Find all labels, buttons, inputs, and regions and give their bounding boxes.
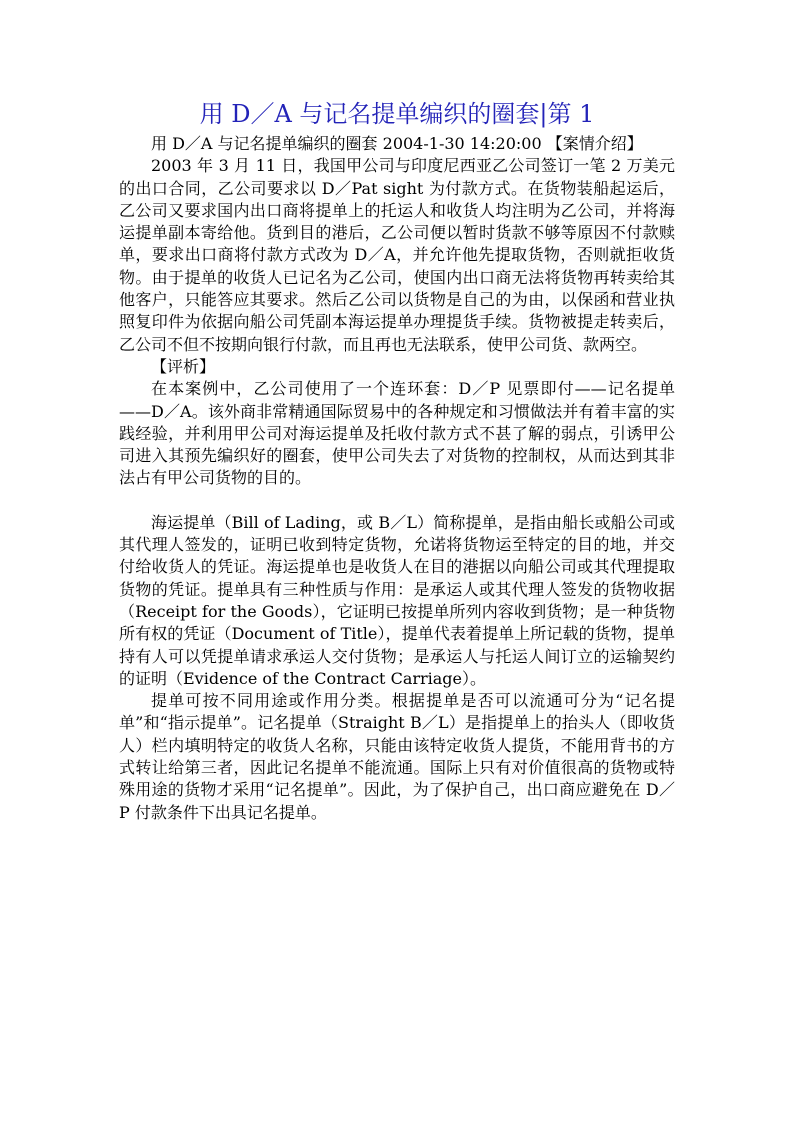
case-introduction-paragraph: 2003 年 3 月 11 日，我国甲公司与印度尼西亚乙公司签订一笔 2 万美元的出口合同，乙公司要求以 D／Pat sight 为付款方式。在货物装船起运后，乙公司又要求国内出口商将提单上的托运人和收货人均注明为乙公司，并将海运提单副本寄给他。货到目的港后，乙公司便以暂时货款不够等原因不付款赎单，要求出口商将付款方式改为 D／A，并允许他先提取货物，否则就拒收货物。由于提单的收货人已记名为乙公司，使国内出口商无法将货物再转卖给其他客户，只能答应其要求。然后乙公司以货物是自己的为由，以保函和营业执照复印件为依据向船公司凭副本海运提单办理提货手续。货物被提走转卖后，乙公司不但不按期向银行付款，而且再也无法联系，使甲公司货、款两空。 — [119, 156, 675, 354]
bill-of-lading-paragraph: 海运提单（Bill of Lading，或 B／L）简称提单，是指由船长或船公司或其代理人签发的，证明已收到特定货物，允诺将货物运至特定的目的地，并交付给收货人的凭证。海运提单也是收货人在目的港据以向船公司或其代理提取货物的凭证。提单具有三种性质与作用：是承运人或其代理人签发的货物收据（Receipt for the Goods），它证明已按提单所列内容收到货物；是一种货物所有权的凭证（Document of Title），提单代表着提单上所记载的货物，提单持有人可以凭提单请求承运人交付货物；是承运人与托运人间订立的运输契约的证明（Evidence of the Contract Carriage）。 — [119, 512, 675, 688]
document-page — [119, 96, 675, 824]
document-title: 用 D／A 与记名提单编织的圈套|第 1 — [199, 100, 595, 128]
paragraph-spacer — [119, 490, 675, 512]
bill-classification-paragraph: 提单可按不同用途或作用分类。根据提单是否可以流通可分为“记名提单”和“指示提单”。记名提单（Straight B／L）是指提单上的抬头人（即收货人）栏内填明特定的收货人名称，只能由该特定收货人提货，不能用背书的方式转让给第三者，因此记名提单不能流通。国际上只有对价值很高的货物或特殊用途的货物才采用“记名提单”。因此，为了保护自己，出口商应避免在 D／P 付款条件下出具记名提单。 — [119, 691, 675, 822]
analysis-paragraph: 在本案例中，乙公司使用了一个连环套：D／P 见票即付——记名提单——D／A。该外商非常精通国际贸易中的各种规定和习惯做法并有着丰富的实践经验，并利用甲公司对海运提单及托收付款方式不甚了解的弱点，引诱甲公司进入其预先编织好的圈套，使甲公司失去了对货物的控制权，从而达到其非法占有甲公司货物的目的。 — [119, 379, 675, 488]
analysis-heading: 【评析】 — [151, 356, 216, 376]
document-meta-line: 用 D／A 与记名提单编织的圈套 2004-1-30 14:20:00 【案情介绍】 — [151, 134, 643, 153]
